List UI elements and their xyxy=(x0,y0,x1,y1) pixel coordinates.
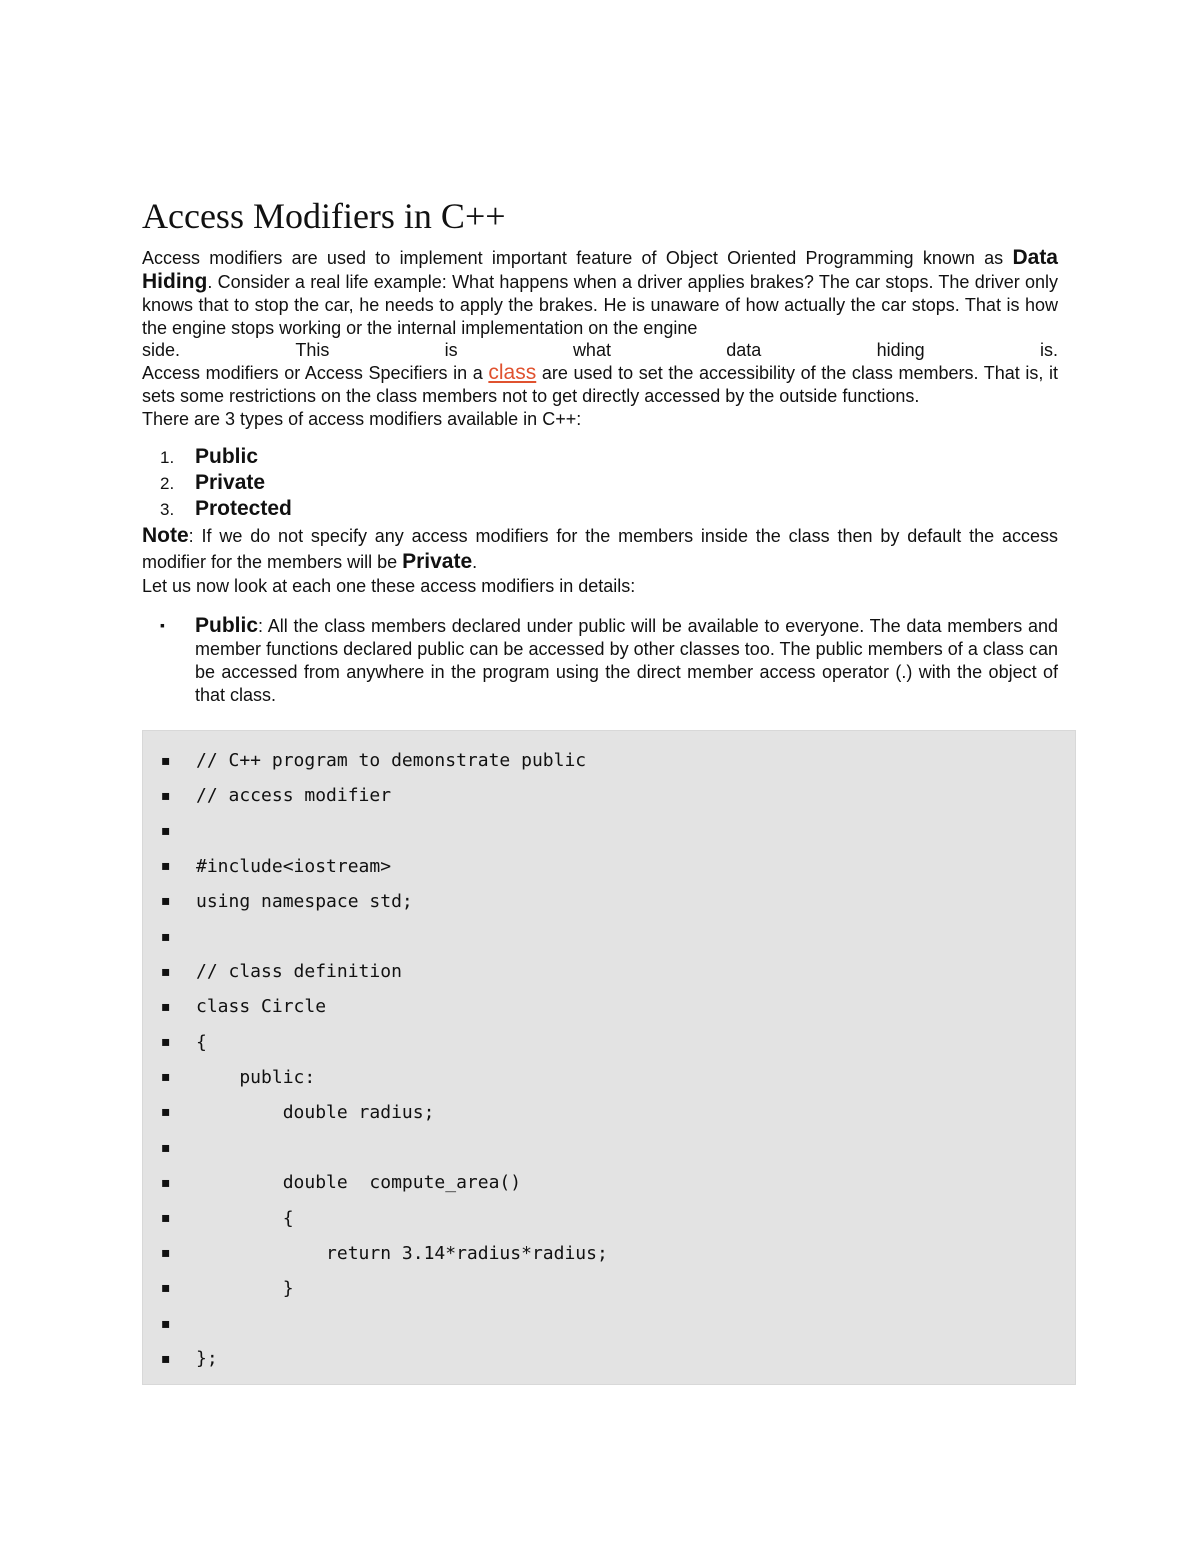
code-line xyxy=(143,1271,1075,1306)
code-line xyxy=(143,1200,1075,1235)
access-types-list xyxy=(142,445,1058,523)
code-line xyxy=(143,1095,1075,1130)
details-list xyxy=(142,614,1058,707)
code-text: }; xyxy=(196,1348,218,1370)
intro-paragraph xyxy=(142,246,1058,340)
code-line xyxy=(143,1165,1075,1200)
code-text: { xyxy=(196,1031,207,1053)
list-item xyxy=(142,614,1058,707)
code-text: // class definition xyxy=(196,961,402,983)
code-line xyxy=(143,1306,1075,1341)
document-page xyxy=(142,190,1058,707)
code-text: #include<iostream> xyxy=(196,855,392,877)
intro-word: hiding xyxy=(876,340,925,360)
code-block xyxy=(142,730,1076,1385)
bullet-marker: ▪ xyxy=(161,928,171,945)
page-title: Access Modifiers in C++ xyxy=(142,196,506,236)
bullet-marker: ▪ xyxy=(161,1174,171,1191)
data-hiding-term: Data Hiding xyxy=(142,246,1058,293)
bullet-marker: ▪ xyxy=(161,1245,171,1262)
intro-word: is. xyxy=(1039,340,1058,360)
code-line xyxy=(143,884,1075,919)
bullet-marker: ▪ xyxy=(161,858,171,875)
code-line xyxy=(143,954,1075,989)
public-term: Public xyxy=(195,614,259,637)
bullet-marker: ▪ xyxy=(161,1350,171,1367)
bullet-marker: ▪ xyxy=(160,617,165,633)
code-line xyxy=(143,743,1075,778)
bullet-marker: ▪ xyxy=(161,1210,171,1227)
bullet-marker: ▪ xyxy=(161,998,171,1015)
note-paragraph xyxy=(142,523,1058,575)
code-text: } xyxy=(196,1277,294,1299)
intro-word: is xyxy=(444,340,458,360)
specifiers-text-b: are used to set the accessibility of the class members. That is, it sets some restrictions on the class members not to get directly accessed by the outside functions. xyxy=(142,363,1059,406)
note-label: Note xyxy=(142,524,189,547)
code-text: double compute_area() xyxy=(196,1172,522,1194)
bullet-marker: ▪ xyxy=(161,1069,171,1086)
code-text: public: xyxy=(196,1066,316,1088)
intro-last-line xyxy=(142,340,1058,361)
code-line xyxy=(143,849,1075,884)
note-text-a: : If we do not specify any access modifiers for the members inside the class then by default the access modifier for the members will be xyxy=(142,526,1058,572)
code-text: // C++ program to demonstrate public xyxy=(196,750,587,772)
class-link[interactable]: class xyxy=(488,361,537,384)
specifiers-paragraph xyxy=(142,361,1058,408)
bullet-marker: ▪ xyxy=(161,893,171,910)
code-line xyxy=(143,919,1075,954)
intro-word: data xyxy=(726,340,762,360)
intro-word: what xyxy=(572,340,611,360)
bullet-marker: ▪ xyxy=(161,1034,171,1051)
code-text: // access modifier xyxy=(196,785,392,807)
note-private-term: Private xyxy=(402,550,473,573)
bullet-marker: ▪ xyxy=(161,1104,171,1121)
bullet-marker: ▪ xyxy=(161,1315,171,1332)
types-intro: There are 3 types of access modifiers available in C++: xyxy=(142,409,582,429)
list-item: 2. Private xyxy=(160,471,266,494)
code-text: double radius; xyxy=(196,1101,435,1123)
bullet-marker: ▪ xyxy=(161,787,171,804)
code-line xyxy=(143,1060,1075,1095)
code-text: { xyxy=(196,1207,294,1229)
code-line xyxy=(143,1130,1075,1165)
list-item: 3. Protected xyxy=(160,497,292,520)
bullet-marker: ▪ xyxy=(161,1280,171,1297)
bullet-marker: ▪ xyxy=(161,822,171,839)
intro-text-a: Access modifiers are used to implement important feature of Object Oriented Programming known as xyxy=(142,248,1013,268)
code-line xyxy=(143,1236,1075,1271)
bullet-marker: ▪ xyxy=(161,963,171,980)
bullet-marker: ▪ xyxy=(161,1139,171,1156)
specifiers-text-a: Access modifiers or Access Specifiers in a xyxy=(142,363,489,383)
public-description xyxy=(195,614,1058,707)
details-intro: Let us now look at each one these access modifiers in details: xyxy=(142,576,636,596)
public-text: : All the class members declared under public will be available to everyone. The data members and member functions declared public can be accessed by other classes too. The public members of a class can be accessed from anywhere in the program using the direct member access operator (.) with the object of that class. xyxy=(195,616,1058,705)
note-text-b: . xyxy=(472,552,478,572)
bullet-marker: ▪ xyxy=(161,752,171,769)
intro-word: This xyxy=(295,340,330,360)
code-line xyxy=(143,1341,1075,1376)
code-line xyxy=(143,778,1075,813)
code-line xyxy=(143,989,1075,1024)
code-text: class Circle xyxy=(196,996,327,1018)
code-line xyxy=(143,813,1075,848)
code-text: return 3.14*radius*radius; xyxy=(196,1242,608,1264)
code-text: using namespace std; xyxy=(196,890,413,912)
code-line xyxy=(143,1025,1075,1060)
intro-word: side. xyxy=(142,340,181,360)
intro-text-b: . Consider a real life example: What happens when a driver applies brakes? The car stops. The driver only knows that to stop the car, he needs to apply the brakes. He is unaware of how actually the car stops. That is how the engine stops working or the internal implementation on the engine xyxy=(142,272,1058,338)
list-item: 1. Public xyxy=(160,445,259,468)
